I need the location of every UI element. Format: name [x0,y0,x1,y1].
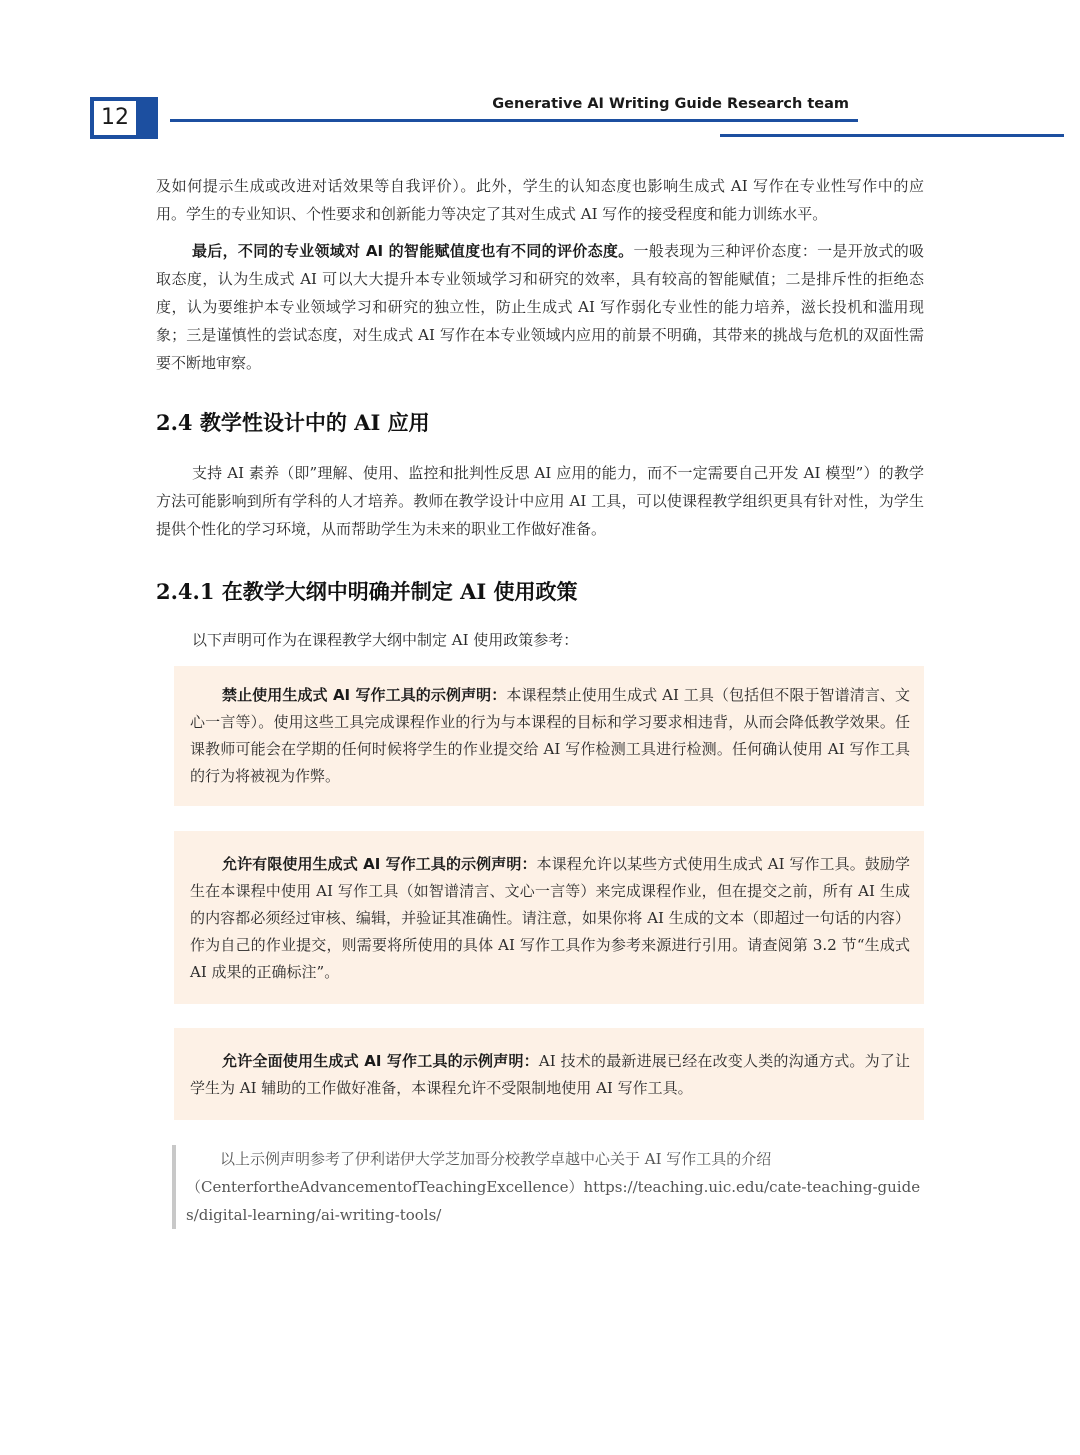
policy-body: 本课程禁止使用生成式 AI 工具（包括但不限于智谱清言、文心一言等）。使用这些工具完成课程作业的行为与本课程的目标和学习要求相违背，从而会降低教学效果。任课教师可能会在学期的任何时候将学生的作业提交给 AI 写作检测工具进行检测。任何确认使用 AI 写作工具的行为将被视为作弊。 [190,686,911,785]
policy-title: 允许全面使用生成式 AI 写作工具的示例声明： [222,1052,539,1070]
paragraph-attitudes [156,237,924,377]
paragraph-intro: 以下声明可作为在课程教学大纲中制定 AI 使用政策参考： [192,631,579,649]
page-number: 12 [94,101,136,135]
policy-box-full [174,1028,924,1120]
header-title: Generative AI Writing Guide Research team [492,96,849,112]
subsection-heading: 2.4.1 在教学大纲中明确并制定 AI 使用政策 [156,579,578,604]
policy-body: 本课程允许以某些方式使用生成式 AI 写作工具。鼓励学生在本课程中使用 AI 写作工具（如智谱清言、文心一言等）来完成课程作业，但在提交之前，所有 AI 生成的内容都必须经过审核、编辑，并验证其准确性。请注意，如果你将 AI 生成的文本（即超过一句话的内容）作为自己的作业提交，则需要将所使用的具体 AI 写作工具作为参考来源进行引用。请查阅第 3.2 节“生成式 AI 成果的正确标注”。 [190,855,911,981]
policy-text [190,682,910,790]
policy-box-limited [174,831,924,1004]
policy-text [190,1048,910,1102]
paragraph-lead: 最后，不同的专业领域对 AI 的智能赋值度也有不同的评价态度。 [192,242,634,260]
policy-box-prohibit [174,666,924,806]
reference-quote [172,1145,924,1229]
policy-text [190,851,910,986]
paragraph: 支持 AI 素养（即”理解、使用、监控和批判性反思 AI 应用的能力，而不一定需要自己开发 AI 模型”）的教学方法可能影响到所有学科的人才培养。教师在教学设计中应用 AI 工具，可以使课程教学组织更具有针对性，为学生提供个性化的学习环境，从而帮助学生为未来的职业工作做好准备。 [156,464,924,538]
policy-body: AI 技术的最新进展已经在改变人类的沟通方式。为了让学生为 AI 辅助的工作做好准备，本课程允许不受限制地使用 AI 写作工具。 [190,1052,911,1097]
reference-line: 以上示例声明参考了伊利诺伊大学芝加哥分校教学卓越中心关于 AI 写作工具的介绍 [220,1150,772,1168]
policy-title: 允许有限使用生成式 AI 写作工具的示例声明： [222,855,537,873]
paragraph-text: 一般表现为三种评价态度：一是开放式的吸取态度，认为生成式 AI 可以大大提升本专业领域学习和研究的效率，具有较高的智能赋值；二是排斥性的拒绝态度，认为要维护本专业领域学习和研究的独立性，防止生成式 AI 写作弱化专业性的能力培养，滋长投机和滥用现象；三是谨慎性的尝试态度，对生成式 AI 写作在本专业领域内应用的前景不明确，其带来的挑战与危机的双面性需要不断地审察。 [156,242,924,372]
header-rule-secondary [720,134,1064,137]
paragraph: 及如何提示生成或改进对话效果等自我评价）。此外，学生的认知态度也影响生成式 AI 写作在专业性写作中的应用。学生的专业知识、个性要求和创新能力等决定了其对生成式 AI 写作的接受程度和能力训练水平。 [156,177,924,223]
policy-title: 禁止使用生成式 AI 写作工具的示例声明： [222,686,507,704]
header-rule [170,119,858,122]
page-content [156,172,924,1229]
reference-line: （CenterfortheAdvancementofTeachingExcellence）https://teaching.uic.edu/cate-teaching-guides/digital-learning/ai-writing-tools/ [186,1178,921,1224]
section-heading: 2.4 教学性设计中的 AI 应用 [156,410,430,435]
